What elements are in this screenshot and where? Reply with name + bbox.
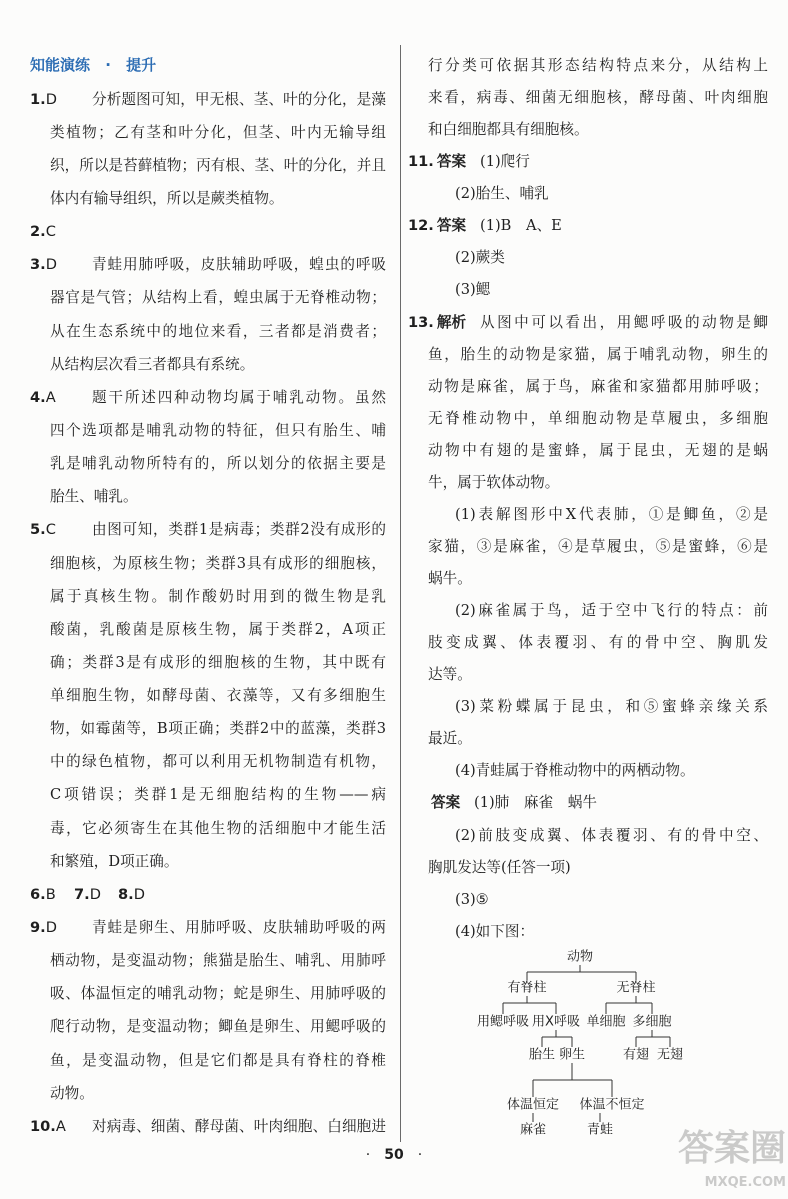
text-line: 确；类群3是有成形的细胞核的生物，其中既有	[50, 653, 386, 671]
text-line: 吸、体温恒定的哺乳动物；蛇是卵生、用肺呼吸的	[50, 985, 386, 1003]
line-text: (1)肺 麻雀 蜗牛	[474, 794, 597, 812]
text-line: (3)⑤	[455, 890, 489, 908]
left-column	[30, 49, 386, 1143]
choice-letter: D	[45, 919, 57, 937]
line-text: 青蛙用肺呼吸，皮肤辅助呼吸，蝗虫的呼吸	[92, 256, 386, 274]
sub-paragraph	[408, 755, 768, 787]
choice-letter: A	[55, 1117, 66, 1135]
line-text: (1)B A、E	[480, 217, 562, 235]
question-number: 8.	[118, 885, 134, 903]
choice-letter: D	[45, 256, 57, 274]
node-sparrow: 麻雀	[519, 1122, 547, 1138]
node-vertebrate: 有脊柱	[507, 980, 547, 996]
node-viviparous: 胎生	[528, 1047, 556, 1063]
question-label	[30, 248, 92, 281]
text-line: C项错误；类群1是无细胞结构的生物——病	[50, 786, 386, 804]
node-invertebrate: 无脊柱	[616, 980, 656, 996]
question-label	[408, 210, 480, 242]
node-x-breathing: 用X呼吸	[532, 1014, 580, 1030]
watermark-logo	[640, 1124, 786, 1198]
question-number: 9.	[30, 919, 46, 937]
question-number: 13.	[408, 313, 434, 331]
text-line: 鱼，胎生的动物是家猫，属于哺乳动物，卵生的	[428, 345, 768, 363]
question-label	[30, 83, 92, 116]
question-item	[408, 146, 768, 178]
answer-row	[30, 878, 386, 911]
text-line: 属于真核生物。制作酸奶时用到的微生物是乳	[50, 587, 386, 605]
text-line	[30, 878, 386, 911]
text-line: 行分类可依据其形态结构特点来分，从结构上	[428, 57, 768, 74]
question-label	[30, 513, 92, 546]
answer-tag: 答案	[436, 153, 467, 171]
node-multicellular: 多细胞	[632, 1014, 672, 1030]
text-line	[30, 381, 386, 414]
text-line	[30, 513, 386, 546]
choice-letter: D	[133, 885, 145, 903]
choice-letter: C	[45, 521, 56, 539]
text-line: 达等。	[428, 666, 472, 684]
text-line	[408, 146, 768, 178]
text-line: 器官是气管；从结构上看，蝗虫属于无脊椎动物；	[50, 289, 386, 307]
text-line: 酸菌，乳酸菌是原核生物，属于类群2，A项正	[50, 620, 386, 638]
node-unicellular: 单细胞	[586, 1014, 626, 1030]
question-item	[30, 513, 386, 878]
text-line: 类植物；乙有茎和叶分化，但茎、叶内无输导组	[50, 123, 386, 141]
node-wingless: 无翅	[656, 1047, 684, 1063]
page-marker: ·	[417, 1147, 423, 1163]
node-oviparous: 卵生	[558, 1047, 586, 1063]
question-number: 5.	[30, 521, 46, 539]
line-text: 青蛙是卵生、用肺呼吸、皮肤辅助呼吸的两	[92, 919, 386, 937]
continued-paragraph	[408, 50, 768, 146]
node-constant-temp: 体温恒定	[506, 1097, 560, 1113]
question-number-group	[30, 878, 74, 911]
question-number: 3.	[30, 256, 46, 274]
question-item	[408, 210, 768, 242]
text-line: 细胞核，为原核生物；类群3具有成形的细胞核，	[50, 554, 386, 572]
line-text: 题干所述四种动物均属于哺乳动物。虽然	[92, 388, 386, 406]
text-line: 和白细胞都具有细胞核。	[428, 121, 589, 139]
choice-letter: C	[45, 223, 56, 241]
question-label	[408, 307, 480, 339]
sub-paragraph	[408, 274, 768, 306]
text-line: 动物是麻雀，属于鸟，麻雀和家猫都用肺呼吸；	[428, 377, 768, 395]
text-line: 栖动物，是变温动物；熊猫是胎生、哺乳、用肺呼	[50, 952, 386, 970]
page-number-value: 50	[384, 1147, 404, 1163]
line-text: 对病毒、细菌、酵母菌、叶肉细胞、白细胞进	[92, 1117, 386, 1135]
question-item	[30, 1110, 386, 1143]
text-line: 蜗牛。	[428, 570, 472, 587]
text-line: 来看，病毒、细菌无细胞核，酵母菌、叶肉细胞	[428, 89, 768, 107]
line-text: 分析题图可知，甲无根、茎、叶的分化，是藻	[92, 90, 386, 108]
watermark-site: MXQE.COM	[704, 1175, 786, 1190]
question-label	[30, 381, 92, 414]
text-line: 家猫，③是麻雀，④是草履虫，⑤是蜜蜂，⑥是	[428, 537, 768, 555]
text-line	[408, 210, 768, 242]
sub-paragraph	[408, 691, 768, 755]
text-line: 中的绿色植物，都可以利用无机物制造有机物，	[50, 753, 386, 771]
answer-block	[408, 787, 768, 819]
question-number: 10.	[30, 1117, 56, 1135]
text-line: 和繁殖，D项正确。	[50, 852, 179, 870]
right-column	[408, 50, 768, 948]
question-item	[30, 381, 386, 514]
sub-paragraph	[408, 820, 768, 884]
text-line: 动物。	[50, 1084, 94, 1102]
text-line	[30, 1110, 386, 1143]
sub-paragraph	[408, 499, 768, 595]
question-number: 7.	[74, 885, 90, 903]
text-line: 从结构层次看三者都具有系统。	[50, 355, 255, 373]
text-line: 无脊椎动物中，单细胞动物是草履虫，多细胞	[428, 409, 768, 427]
sub-paragraph	[408, 178, 768, 210]
text-line: 乳是哺乳动物所特有的，所以划分的依据主要是	[50, 455, 386, 473]
text-line: 动物中有翅的是蜜蜂，属于昆虫，无翅的是蜗	[428, 441, 768, 459]
text-line: 织，所以是苔藓植物；丙有根、茎、叶的分化，并且	[50, 156, 386, 174]
text-line: 体内有输导组织，所以是蕨类植物。	[50, 189, 284, 207]
node-winged: 有翅	[622, 1047, 650, 1063]
choice-letter: B	[45, 885, 56, 903]
node-gill-breathing: 用鳃呼吸	[476, 1014, 530, 1030]
question-number: 1.	[30, 90, 46, 108]
text-line: 四个选项都是哺乳动物的特征，但只有胎生、哺	[50, 421, 386, 439]
text-line: (2)蕨类	[455, 249, 505, 267]
question-number: 12.	[408, 217, 434, 235]
question-number: 4.	[30, 388, 46, 406]
text-line: 鱼，是变温动物，但是它们都是具有脊柱的脊椎	[50, 1051, 386, 1069]
text-line: 毒，它必须寄生在其他生物的活细胞中才能生活	[50, 819, 386, 837]
text-line: 牛，属于软体动物。	[428, 473, 560, 491]
question-number: 11.	[408, 153, 434, 171]
question-item	[30, 83, 386, 216]
page-marker: ·	[365, 1147, 371, 1163]
sub-paragraph	[408, 916, 768, 948]
text-line: 单细胞生物，如酵母菌、衣藻等，又有多细胞生	[50, 687, 386, 705]
column-divider	[400, 45, 401, 1142]
question-item	[30, 248, 386, 381]
question-label	[30, 911, 92, 944]
text-line	[30, 215, 386, 248]
text-line: 爬行动物，是变温动物；鲫鱼是卵生、用鳃呼吸的	[50, 1018, 386, 1036]
question-label	[408, 146, 480, 178]
question-number-group	[74, 878, 118, 911]
text-line: (3)鳃	[455, 281, 491, 299]
question-label	[30, 1110, 92, 1143]
answer-tag: 答案	[431, 794, 461, 812]
text-line: 最近。	[428, 730, 472, 748]
sub-paragraph	[408, 242, 768, 274]
sub-paragraph	[408, 595, 768, 691]
choice-letter: D	[45, 90, 57, 108]
text-line	[30, 911, 386, 944]
classification-tree-diagram	[460, 945, 720, 1145]
text-line: (2)胎生、哺乳	[455, 185, 549, 203]
text-line: (3)菜粉蝶属于昆虫，和⑤蜜蜂亲缘关系	[455, 698, 768, 716]
question-item	[408, 307, 768, 499]
text-line: (4)青蛙属于脊椎动物中的两栖动物。	[455, 762, 695, 780]
text-line: 物，如霉菌等，B项正确；类群2中的蓝藻，类群3	[50, 720, 386, 738]
line-text: 由图可知，类群1是病毒；类群2没有成形的	[92, 521, 386, 539]
text-line: (2)前肢变成翼、体表覆羽、有的骨中空、	[455, 826, 768, 844]
section-title: 知能演练 · 提升	[30, 56, 157, 75]
question-label	[30, 215, 92, 248]
sub-paragraph	[408, 884, 768, 916]
text-line	[428, 787, 768, 819]
question-item	[30, 911, 386, 1110]
choice-letter: A	[45, 388, 56, 406]
text-line	[408, 307, 768, 339]
text-line: 胎生、哺乳。	[50, 488, 138, 506]
choice-letter: D	[89, 885, 101, 903]
line-text: (1)爬行	[480, 153, 530, 171]
question-number: 6.	[30, 885, 46, 903]
node-animal: 动物	[566, 949, 594, 965]
node-frog: 青蛙	[586, 1122, 614, 1138]
answer-tag: 解析	[436, 313, 467, 331]
question-number: 2.	[30, 223, 46, 241]
text-line	[30, 248, 386, 281]
watermark-logo-text: 答案圈	[677, 1128, 786, 1169]
text-line: (2)麻雀属于鸟，适于空中飞行的特点：前	[455, 602, 768, 620]
text-line	[30, 83, 386, 116]
question-number-group	[118, 878, 162, 911]
node-variable-temp: 体温不恒定	[579, 1097, 645, 1113]
question-item	[30, 215, 386, 248]
answer-tag: 答案	[436, 217, 467, 235]
question-label	[428, 787, 474, 819]
text-line: (4)如下图：	[455, 922, 535, 940]
text-line: (1)表解图形中X代表肺，①是鲫鱼，②是	[455, 505, 768, 523]
text-line: 胸肌发达等(任答一项)	[428, 858, 571, 876]
text-line: 从在生态系统中的地位来看，三者都是消费者；	[50, 322, 386, 340]
text-line: 肢变成翼、体表覆羽、有的骨中空、胸肌发	[428, 634, 768, 652]
line-text: 从图中可以看出，用鳃呼吸的动物是鲫	[480, 313, 768, 331]
